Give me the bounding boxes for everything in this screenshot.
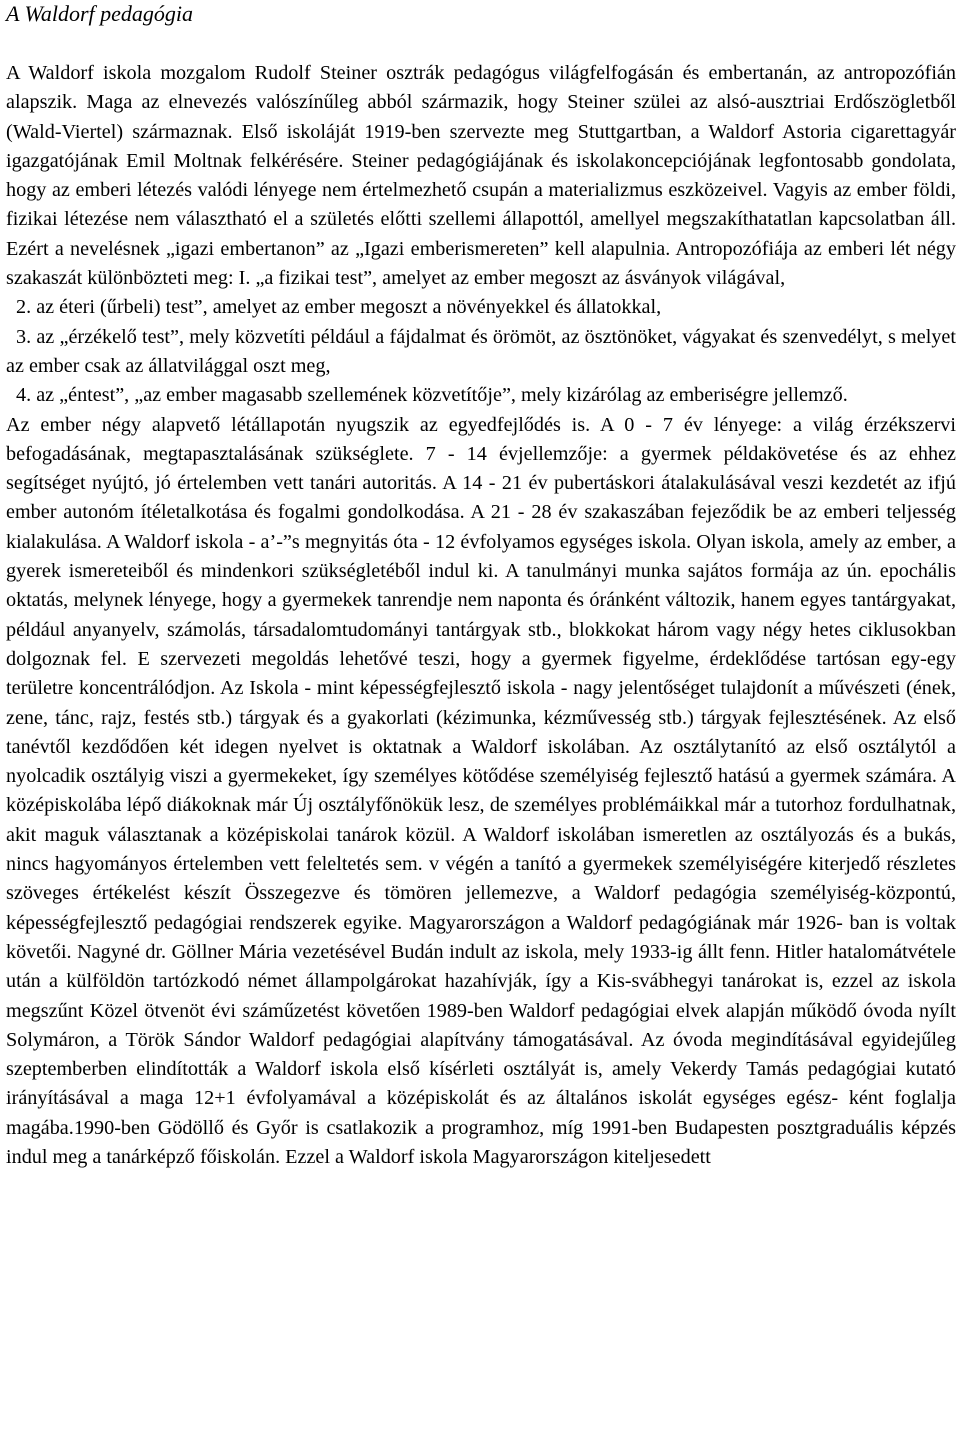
document-body <box>6 59 956 1172</box>
paragraph-list-item-4: 4. az „éntest”, „az ember magasabb szellemének közvetítője”, mely kizárólag az emberiségre jellemző. <box>16 384 848 407</box>
paragraph-main: Az ember négy alapvető létállapotán nyugszik az egyedfejlődés is. A 0 - 7 év lényege: a világ érzékszervi befogadásának, megtapasztalásának szükséglete. 7 - 14 évjellemzője: a gyermek példakövetése és az ehhez segítséget nyújtó, jó értelemben vett tanári autoritás. A 14 - 21 év pubertáskori átalakulásával veszi kezdetét az ifjú ember autonóm ítéletalkotása és fogalmi gondolkodása. A 21 - 28 év szakaszában fejeződik be az emberi teljesség kialakulása. A Waldorf iskola - a’-”s megnyitás óta - 12 évfolyamos egységes iskola. Olyan iskola, amely az ember, a gyerek ismereteiből és mindenkori szükségletéből indul ki. A tanulmányi munka sajátos formája az ún. epochális oktatás, melynek lényege, hogy a gyermekek tanrendje nem naponta és óránként változik, hanem egyes tantárgyakat, például anyanyelv, számolás, társadalomtudományi tantárgyak stb., blokkokat három vagy négy hetes ciklusokban dolgoznak fel. E szervezeti megoldás lehetővé teszi, hogy a gyermek figyelme, érdeklődése tartósan egy-egy területre koncentrálódjon. Az Iskola - mint képességfejlesztő iskola - nagy jelentőséget tulajdonít a művészeti (ének, zene, tánc, rajz, festés stb.) tárgyak és a gyakorlati (kézimunka, kézművesség stb.) tárgyak fejlesztésének. Az első tanévtől kezdődően két idegen nyelvet is oktatnak a Waldorf iskolában. Az osztálytanító az első osztálytól a nyolcadik osztályig viszi a gyermekeket, így személyes kötődése személyiség fejlesztő hatású a gyermek számára. A középiskolába lépő diákoknak már Új osztályfőnökük lesz, de személyes problémáikkal már a tutorhoz fordulhatnak, akit maguk választanak a középiskolai tanárok közül. A Waldorf iskolában ismeretlen az osztályozás és a bukás, nincs hagyományos értelemben vett feleltetés sem. v végén a tanító a gyermekek személyiségére kiterjedő részletes szöveges értékelést készít Összegezve és tömören jellemezve, a Waldorf pedagógia személyiség-központú, képességfejlesztő pedagógiai rendszerek egyike. Magyarországon a Waldorf pedagógiának már 1926- ban is voltak követői. Nagyné dr. Göllner Mária vezetésével Budán indult az iskola, mely 1933-ig állt fenn. Hitler hatalomátvétele után a külföldön tartózkodó német állampolgárokat hazahívják, így a Kis-svábhegyi tanárokat is, ezzel az iskola megszűnt Közel ötvenöt évi száműzetést követően 1989-ben Waldorf pedagógiai elvek alapján működő óvoda nyílt Solymáron, a Török Sándor Waldorf pedagógiai alapítvány támogatásával. Az óvoda megindításával egyidejűleg szeptemberben elindították a Waldorf iskola első kísérleti osztályát is, amely Vekerdy Tamás pedagógiai kutató irányításával a maga 12+1 évfolyamával a középiskolát és az általános iskolát egységes egész- ként foglalja magába.1990-ben Gödöllő és Győr is csatlakozik a programhoz, míg 1991-ben Budapesten posztgraduális képzés indul meg a tanárképző főiskolán. Ezzel a Waldorf iskola Magyarországon kiteljesedett <box>6 413 956 1168</box>
document-page <box>6 0 956 1172</box>
paragraph-intro: A Waldorf iskola mozgalom Rudolf Steiner osztrák pedagógus világfelfogásán és embertanán, az antropozófián alapszik. Maga az elnevezés valószínűleg abból származik, hogy Steiner szülei az alsó-ausztriai Erdőszögletből (Wald-Viertel) származnak. Első iskoláját 1919-ben szervezte meg Stuttgartban, a Waldorf Astoria cigarettagyár igazgatójának Emil Moltnak felkérésére. Steiner pedagógiájának és iskolakoncepciójának legfontosabb gondolata, hogy az emberi létezés valódi lényege nem értelmezhető csupán a materializmus eszközeivel. Vagyis az ember földi, fizikai létezése nem választható el a születés előtti szellemi állapottól, amellyel megszakíthatatlan kapcsolatban áll. Ezért a nevelésnek „igazi embertanon” az „Igazi emberismereten” kell alapulnia. Antropozófiája az emberi lét négy szakaszát különbözteti meg: I. „a fizikai test”, amelyet az ember megoszt az ásványok világával, <box>6 62 956 290</box>
document-title: A Waldorf pedagógia <box>6 1 194 26</box>
paragraph-list-item-3: 3. az „érzékelő test”, mely közvetíti például a fájdalmat és örömöt, az ösztönöket, vágyakat és szenvedélyt, s melyet az ember csak az állatvilággal oszt meg, <box>6 325 956 377</box>
paragraph-list-item-2: 2. az éteri (űrbeli) test”, amelyet az ember megoszt a növényekkel és állatokkal, <box>16 296 662 319</box>
